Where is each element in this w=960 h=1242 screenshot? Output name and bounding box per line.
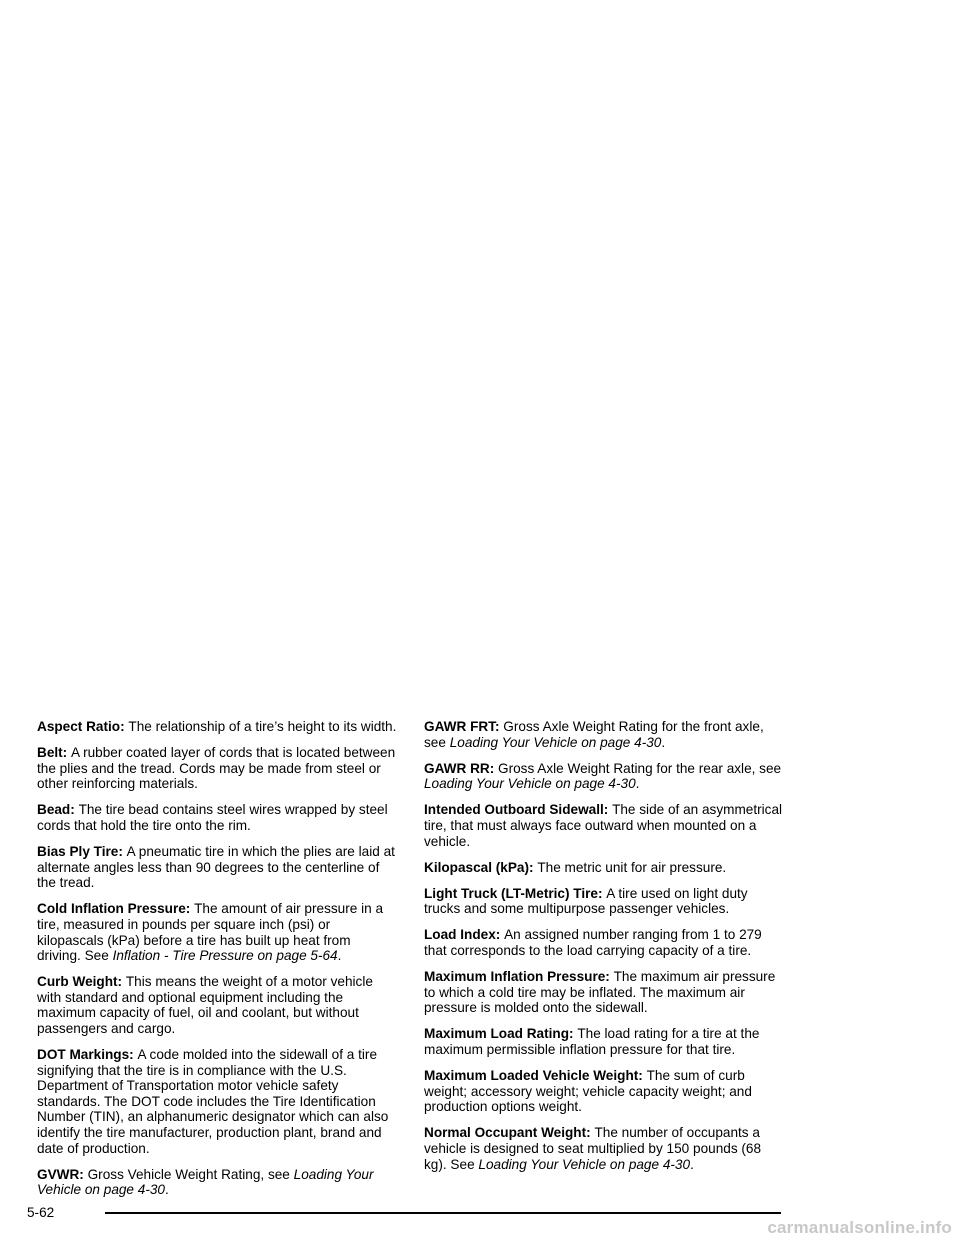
glossary-term: Aspect Ratio: (37, 719, 125, 734)
footer-rule (105, 1212, 781, 1214)
glossary-definition: . (337, 948, 342, 964)
glossary-term: Bead: (37, 802, 75, 818)
glossary-entry-bead (37, 802, 397, 833)
glossary-entry-gvwr (37, 1167, 397, 1198)
glossary-definition: Gross Axle Weight Rating for the front axle, see (424, 719, 764, 750)
watermark: carmanualsonline.info (767, 1218, 952, 1237)
glossary-term: Maximum Inflation Pressure: (424, 969, 610, 985)
glossary-entry-aspect-ratio (37, 719, 397, 735)
glossary-term: Light Truck (LT-Metric) Tire: (424, 885, 603, 901)
page-number: 5-62 (27, 1205, 55, 1220)
left-column (37, 719, 397, 1208)
glossary-term: DOT Markings: (37, 1047, 134, 1063)
glossary-entry-normal-occupant-weight (424, 1125, 784, 1172)
glossary-entry-bias-ply-tire (37, 844, 397, 891)
glossary-definition: A pneumatic tire in which the plies are laid at alternate angles less than 90 degrees to the centerline of the tread. (37, 844, 395, 891)
glossary-definition: The amount of air pressure in a tire, measured in pounds per square inch (psi) or kilopascals (kPa) before a tire has built up heat from driving. See (37, 901, 384, 964)
page-reference: Loading Your Vehicle on page 4-30 (449, 734, 662, 750)
glossary-term: Cold Inflation Pressure: (37, 901, 191, 917)
page-reference: Loading Your Vehicle on page 4-30 (37, 1166, 374, 1198)
glossary-entry-kilopascal-kpa (424, 860, 784, 876)
glossary-definition: The metric unit for air pressure. (537, 859, 727, 875)
glossary-definition: The tire bead contains steel wires wrapped by steel cords that hold the tire onto the rim. (37, 802, 388, 833)
glossary-definition: Gross Vehicle Weight Rating, see (87, 1166, 294, 1182)
glossary-term: Kilopascal (kPa): (424, 859, 534, 875)
glossary-definition: A tire used on light duty trucks and some multipurpose passenger vehicles. (424, 885, 748, 917)
glossary-term: Curb Weight: (37, 974, 123, 990)
glossary-term: Normal Occupant Weight: (424, 1125, 591, 1141)
glossary-definition: A code molded into the sidewall of a tire signifying that the tire is in compliance with the U.S. Department of Transportation motor vehicle safety standards. The DOT code includes the Tire Identification Number (TIN), an alphanumeric designator which can also identify the tire manufacturer, production plant, brand and date of production. (37, 1047, 389, 1156)
glossary-term: Maximum Load Rating: (424, 1026, 574, 1042)
glossary-definition: . (635, 776, 640, 792)
glossary-entry-maximum-loaded-vehicle-weight (424, 1068, 784, 1115)
glossary-term: Bias Ply Tire: (37, 844, 123, 860)
glossary-definition: . (661, 734, 666, 750)
glossary-definition: . (690, 1156, 694, 1172)
glossary-term: Intended Outboard Sidewall: (424, 802, 609, 818)
glossary-definition: This means the weight of a motor vehicle with standard and optional equipment including the maximum capacity of fuel, oil and coolant, but without passengers and cargo. (37, 974, 373, 1036)
glossary-definition: The side of an asymmetrical tire, that must always face outward when mounted on a vehicle. (424, 802, 783, 849)
glossary-term: GVWR: (37, 1166, 84, 1182)
glossary-term: Load Index: (424, 927, 501, 943)
glossary-definition: The number of occupants a vehicle is designed to seat multiplied by 150 pounds (68 kg). See (424, 1125, 762, 1172)
glossary-definition: Gross Axle Weight Rating for the rear axle, see (498, 760, 782, 776)
glossary-definition: An assigned number ranging from 1 to 279 that corresponds to the load carrying capacity of a tire. (424, 927, 762, 959)
glossary-definition: A rubber coated layer of cords that is located between the plies and the tread. Cords may be made from steel or other reinforcing materials. (37, 745, 396, 792)
glossary-entry-load-index (424, 927, 784, 958)
page-reference: Loading Your Vehicle on page 4-30 (424, 776, 636, 792)
glossary-entry-gawr-frt (424, 719, 784, 750)
glossary-term: Maximum Loaded Vehicle Weight: (424, 1068, 643, 1084)
glossary-entry-maximum-inflation-pressure (424, 969, 784, 1016)
glossary-definition: The maximum air pressure to which a cold tire may be inflated. The maximum air pressure is molded onto the sidewall. (424, 969, 776, 1016)
glossary-entry-light-truck-lt-metric-tire (424, 886, 784, 917)
page-reference: Loading Your Vehicle on page 4-30 (478, 1156, 691, 1172)
glossary-definition: . (164, 1182, 169, 1198)
glossary-entry-maximum-load-rating (424, 1026, 784, 1057)
glossary-definition: The sum of curb weight; accessory weight; vehicle capacity weight; and production options weight. (424, 1068, 752, 1115)
glossary-entry-dot-markings (37, 1047, 397, 1156)
right-column (424, 719, 784, 1183)
glossary-entry-curb-weight (37, 974, 397, 1036)
glossary-entry-intended-outboard-sidewall (424, 802, 784, 849)
page-reference: Inflation - Tire Pressure on page 5-64 (112, 948, 338, 964)
glossary-term: Belt: (37, 745, 68, 761)
glossary-term: GAWR FRT: (424, 719, 500, 734)
glossary-entry-cold-inflation-pressure (37, 901, 397, 963)
glossary-entry-gawr-rr (424, 761, 784, 792)
glossary-definition: The relationship of a tire’s height to its width. (128, 719, 397, 734)
glossary-term: GAWR RR: (424, 760, 495, 776)
glossary-entry-belt (37, 745, 397, 792)
glossary-definition: The load rating for a tire at the maximum permissible inflation pressure for that tire. (424, 1026, 760, 1057)
